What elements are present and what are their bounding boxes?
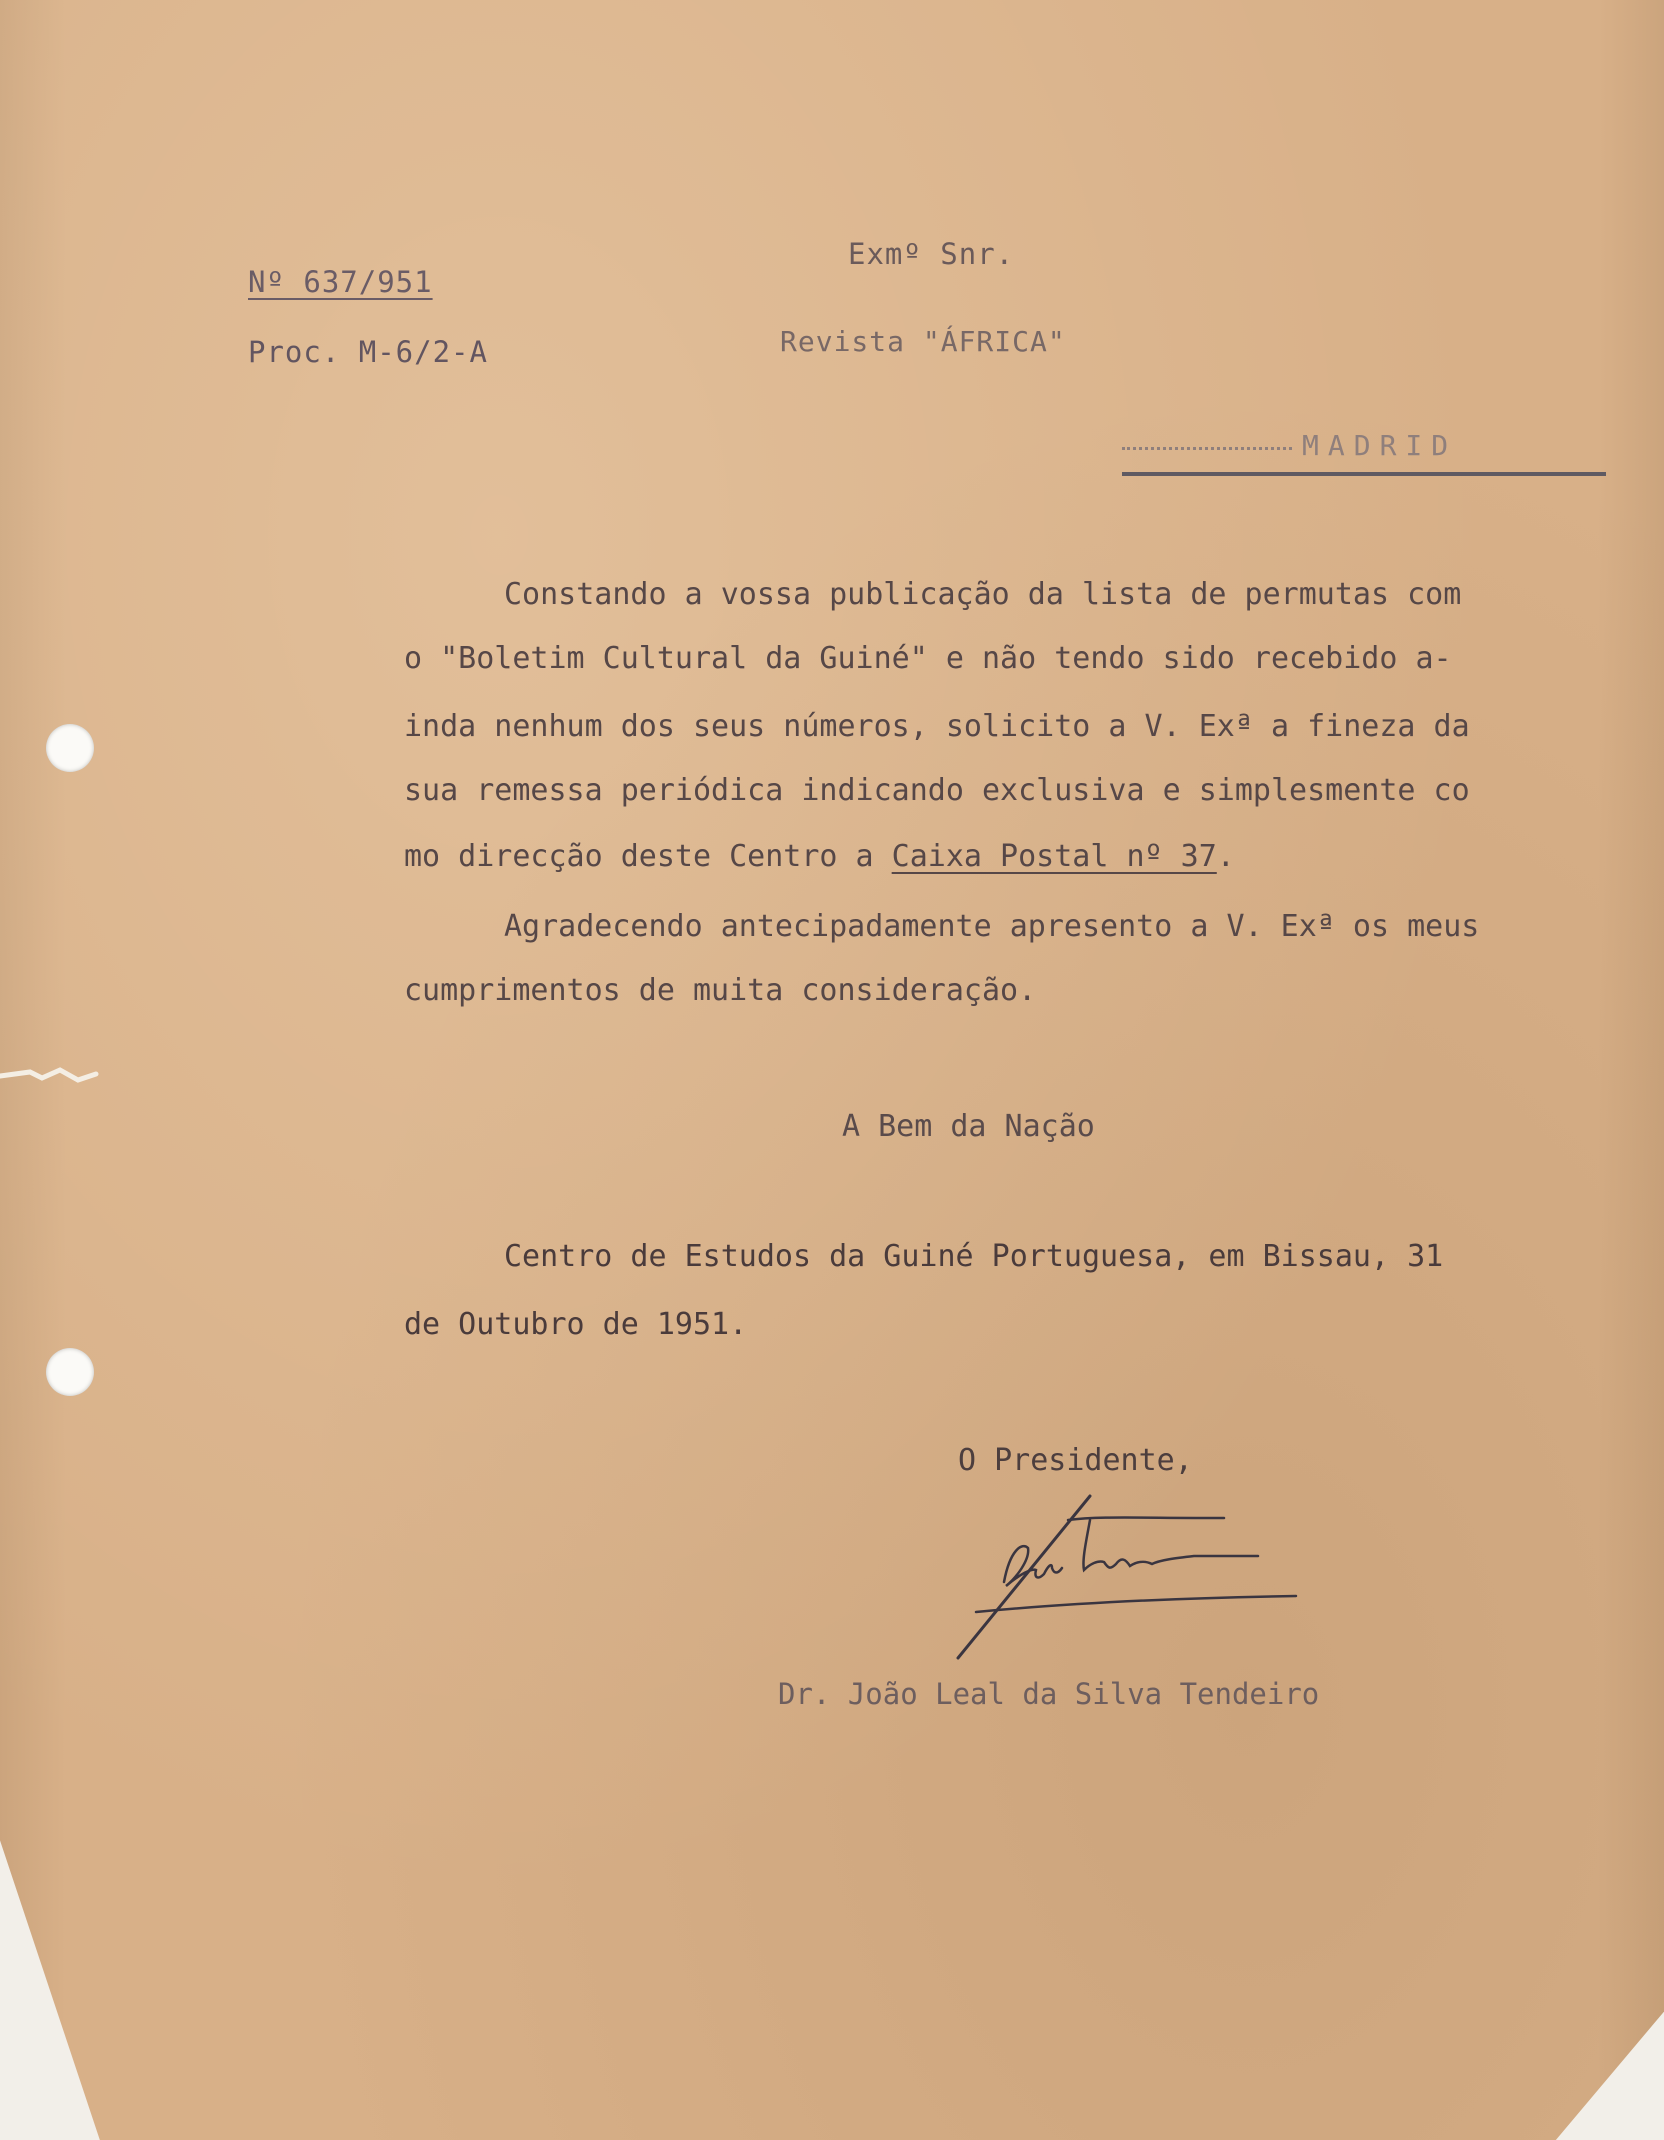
recipient-publication: Revista "ÁFRICA": [780, 325, 1066, 358]
body-line-5-text: mo direcção deste Centro a: [404, 839, 874, 874]
closing-formula: A Bem da Nação: [842, 1109, 1095, 1144]
city-leader-dots: [1122, 447, 1292, 450]
city-underline: [1122, 472, 1606, 476]
body-line-3: inda nenhum dos seus números, solicito a V. Exª a fineza da: [404, 709, 1470, 744]
place-date-line-1: Centro de Estudos da Guiné Portuguesa, em Bissau, 31: [504, 1239, 1444, 1274]
place-date-line-2: de Outubro de 1951.: [404, 1307, 748, 1342]
torn-edge-mark: [0, 1058, 100, 1092]
reference-number: Nº 637/951: [248, 265, 433, 299]
salutation: Exmº Snr.: [848, 237, 1015, 271]
recipient-city: MADRID: [1302, 429, 1458, 462]
body-line-1: Constando a vossa publicação da lista de permutas com: [504, 577, 1462, 612]
postal-address: Caixa Postal nº 37: [891, 839, 1217, 874]
punch-hole-upper: [46, 724, 94, 772]
body-line-5: [404, 839, 1235, 874]
process-reference: Proc. M-6/2-A: [248, 335, 488, 369]
signatory-name: Dr. João Leal da Silva Tendeiro: [778, 1677, 1320, 1711]
sentence-period: .: [1216, 839, 1235, 874]
punch-hole-lower: [46, 1348, 94, 1396]
handwritten-signature: [940, 1490, 1300, 1670]
body-line-2: o "Boletim Cultural da Guiné" e não tendo sido recebido a-: [404, 641, 1452, 676]
signatory-title: O Presidente,: [958, 1443, 1193, 1478]
body-line-7: cumprimentos de muita consideração.: [404, 973, 1037, 1008]
body-line-4: sua remessa periódica indicando exclusiva e simplesmente co: [404, 773, 1470, 808]
body-line-6: Agradecendo antecipadamente apresento a V. Exª os meus: [504, 909, 1480, 944]
